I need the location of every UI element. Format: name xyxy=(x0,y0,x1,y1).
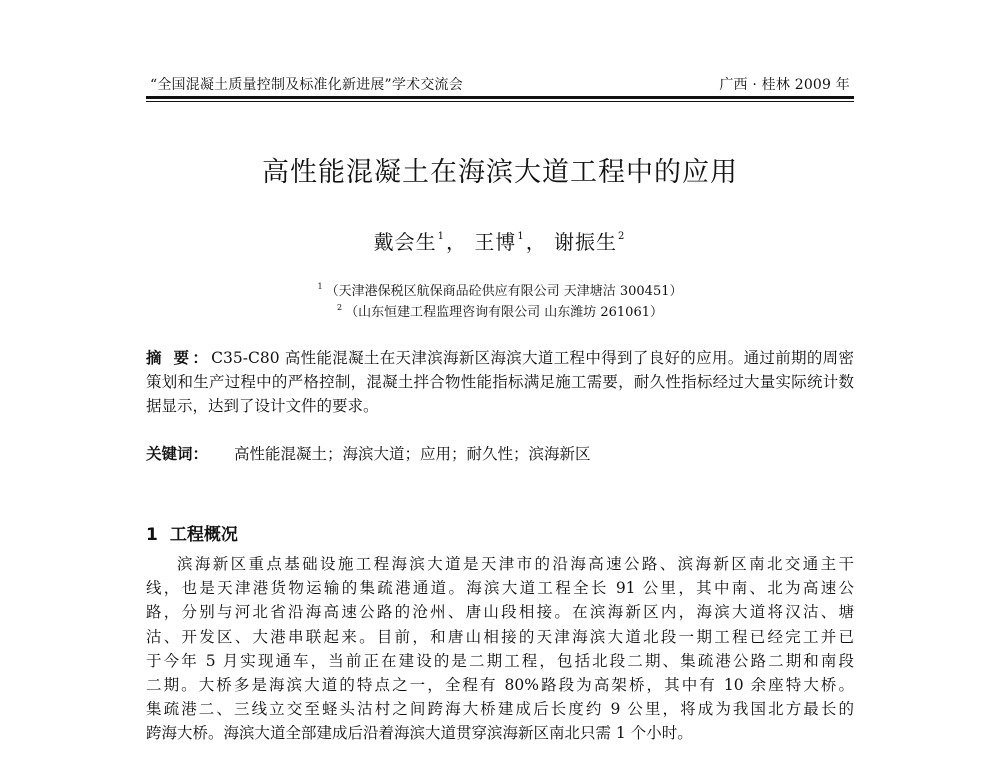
section-heading xyxy=(146,520,238,545)
author-separator: ， xyxy=(525,230,547,254)
keywords-label: 关键词： xyxy=(146,444,209,463)
affiliation-text: （天津港保税区航保商品砼供应有限公司 天津塘沽 300451） xyxy=(325,284,683,299)
body-line: 路，分别与河北省沿海高速公路的沧州、唐山段相接。在滨海新区内，海滨大道将汉沽、塘 xyxy=(146,603,854,622)
section-title: 工程概况 xyxy=(169,525,238,545)
abstract xyxy=(146,346,854,418)
header-rule-thick xyxy=(146,96,854,99)
affiliation-text: （山东恒建工程监理咨询有限公司 山东潍坊 261061） xyxy=(345,305,663,320)
body-line: 线，也是天津港货物运输的集疏港通道。海滨大道工程全长 91 公里，其中南、北为高速公 xyxy=(146,579,854,598)
affiliation-2 xyxy=(0,301,1000,320)
author-name: 戴会生 xyxy=(373,230,437,254)
affiliation-mark: 2 xyxy=(337,303,343,312)
body-line: 二期。大桥多是海滨大道的特点之一，全程有 80%路段为高架桥，其中有 10 余座特大桥。 xyxy=(146,676,854,695)
header-rule-thin xyxy=(146,101,854,102)
author-name: 谢振生 xyxy=(554,230,618,254)
conference-location-year: 广西 · 桂林 2009 年 xyxy=(719,77,850,93)
affiliation-1 xyxy=(0,280,1000,299)
keywords xyxy=(146,442,854,464)
body-line: 沽、开发区、大港串联起来。目前，和唐山相接的天津海滨大道北段一期工程已经完工并已 xyxy=(146,627,854,646)
author-affiliation-mark: 1 xyxy=(517,231,525,242)
body-line: 跨海大桥。海滨大道全部建成后沿着海滨大道贯穿滨海新区南北只需 1 个小时。 xyxy=(146,724,693,743)
abstract-label: 摘 要： xyxy=(146,348,212,367)
body-line: 集疏港二、三线立交至蛏头沽村之间跨海大桥建成后长度约 9 公里，将成为我国北方最长的 xyxy=(146,700,854,719)
author-affiliation-mark: 2 xyxy=(618,231,626,242)
section-number: 1 xyxy=(146,525,158,545)
author-name: 王博 xyxy=(474,230,517,254)
author-affiliation-mark: 1 xyxy=(437,231,445,242)
affiliation-mark: 1 xyxy=(317,282,323,291)
section-body xyxy=(146,552,854,746)
conference-name: “全国混凝土质量控制及标准化新进展”学术交流会 xyxy=(150,77,463,93)
paper-title: 高性能混凝土在海滨大道工程中的应用 xyxy=(262,157,738,188)
body-line: 滨海新区重点基础设施工程海滨大道是天津市的沿海高速公路、滨海新区南北交通主干 xyxy=(177,555,854,573)
abstract-text: C35-C80 高性能混凝土在天津滨海新区海滨大道工程中得到了良好的应用。通过前期的周密策划和生产过程中的严格控制，混凝土拌合物性能指标满足施工需要，耐久性指标经过大量实际统计数据显示，达到了设计文件的要求。 xyxy=(146,349,854,415)
author-list xyxy=(0,226,1000,255)
author-separator: ， xyxy=(445,230,467,254)
body-line: 于今年 5 月实现通车，当前正在建设的是二期工程，包括北段二期、集疏港公路二期和南段 xyxy=(146,651,854,670)
keywords-text: 高性能混凝土；海滨大道；应用；耐久性；滨海新区 xyxy=(234,445,591,463)
